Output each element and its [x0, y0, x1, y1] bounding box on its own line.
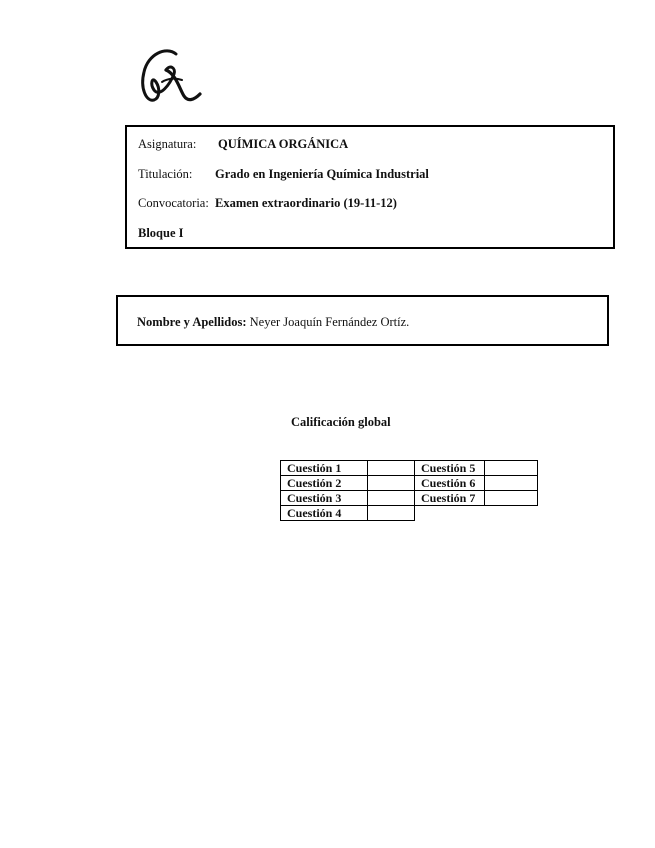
table-row — [281, 506, 415, 521]
question-score — [485, 461, 538, 476]
question-label: Cuestión 4 — [281, 506, 368, 521]
table-row — [415, 476, 538, 491]
table-row — [281, 461, 415, 476]
bloque-row — [138, 226, 184, 241]
convocatoria-value: Examen extraordinario (19-11-12) — [215, 196, 397, 210]
question-score — [368, 491, 415, 506]
question-label: Cuestión 7 — [415, 491, 485, 506]
asignatura-label: Asignatura: — [138, 137, 197, 151]
table-row — [415, 461, 538, 476]
student-name-value: Neyer Joaquín Fernández Ortíz. — [249, 315, 410, 329]
student-box — [116, 295, 609, 346]
question-score — [368, 461, 415, 476]
grades-table-left — [280, 460, 415, 521]
convocatoria-row — [138, 196, 397, 211]
asignatura-row — [138, 137, 349, 152]
student-name-label: Nombre y Apellidos: — [137, 315, 247, 329]
question-score — [485, 491, 538, 506]
grades-title: Calificación global — [291, 415, 391, 429]
table-row — [415, 491, 538, 506]
grades-table-right — [414, 460, 538, 506]
titulacion-label: Titulación: — [138, 167, 193, 181]
question-score — [368, 506, 415, 521]
course-info-box — [125, 125, 615, 249]
question-label: Cuestión 6 — [415, 476, 485, 491]
question-score — [368, 476, 415, 491]
question-label: Cuestión 3 — [281, 491, 368, 506]
question-label: Cuestión 1 — [281, 461, 368, 476]
titulacion-row — [138, 167, 429, 182]
bloque-label: Bloque I — [138, 226, 184, 240]
table-row — [281, 476, 415, 491]
question-score — [485, 476, 538, 491]
titulacion-value: Grado en Ingeniería Química Industrial — [215, 167, 429, 181]
student-name-line — [137, 315, 409, 330]
asignatura-value: QUÍMICA ORGÁNICA — [218, 137, 349, 151]
convocatoria-label: Convocatoria: — [138, 196, 209, 210]
question-label: Cuestión 5 — [415, 461, 485, 476]
table-row — [281, 491, 415, 506]
question-label: Cuestión 2 — [281, 476, 368, 491]
university-logo — [136, 44, 206, 106]
